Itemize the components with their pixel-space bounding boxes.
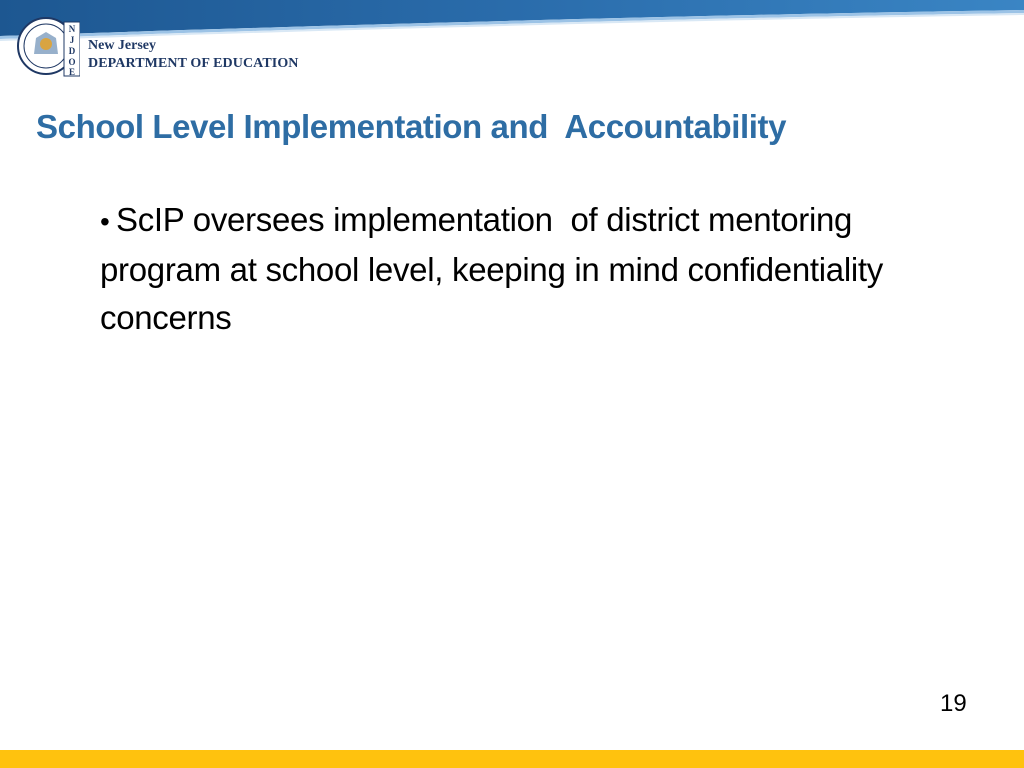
bullet-list bbox=[100, 196, 980, 342]
bullet-item bbox=[100, 196, 980, 342]
org-department: DEPARTMENT OF EDUCATION bbox=[88, 56, 299, 71]
logo-letter: E bbox=[68, 67, 76, 77]
logo-letter: J bbox=[69, 35, 75, 45]
footer-bar bbox=[0, 750, 1024, 768]
org-state: New Jersey bbox=[88, 38, 157, 53]
bullet-marker: • bbox=[100, 206, 110, 237]
logo-letter: O bbox=[68, 57, 76, 67]
nj-seal-logo bbox=[16, 16, 80, 80]
slide-title: School Level Implementation and Accountability bbox=[36, 108, 787, 145]
organization-name bbox=[88, 37, 299, 73]
page-number: 19 bbox=[940, 690, 967, 717]
logo-letter: N bbox=[68, 24, 76, 34]
bullet-text: ScIP oversees implementation of district mentoring program at school level, keeping in mind confidentiality concerns bbox=[100, 201, 892, 336]
logo-letter: D bbox=[68, 46, 76, 56]
